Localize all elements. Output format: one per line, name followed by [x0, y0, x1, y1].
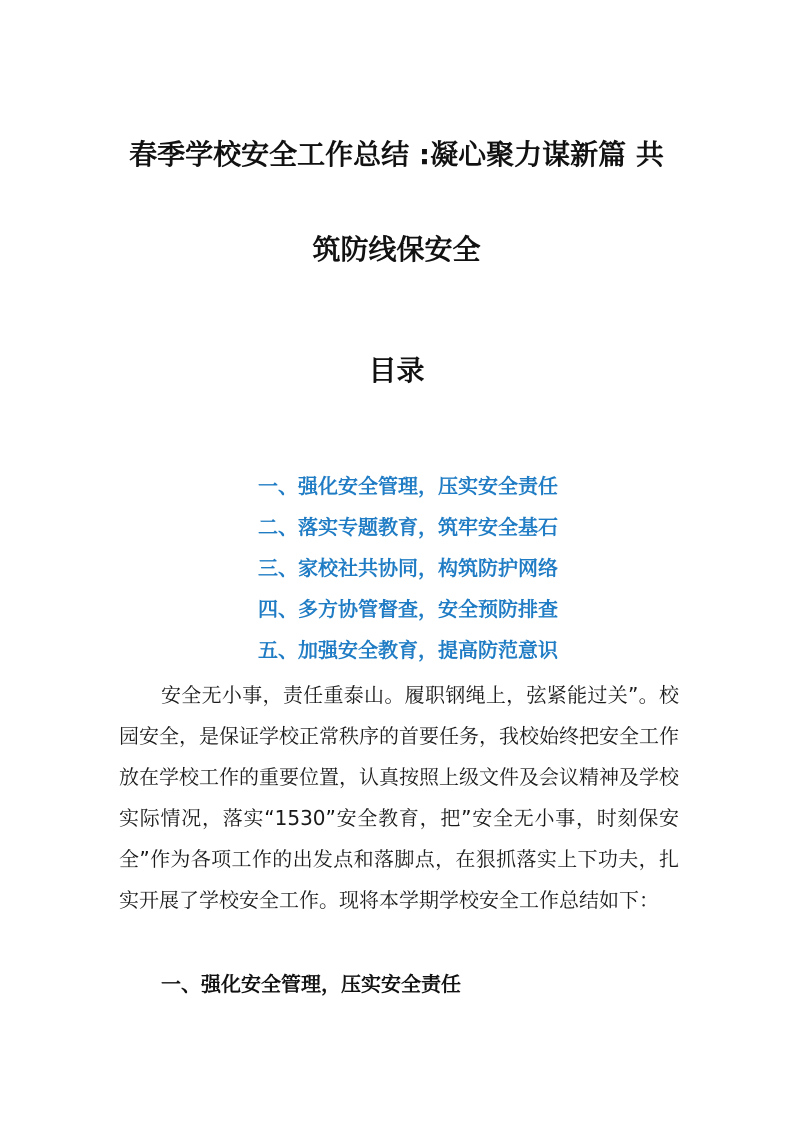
body-text	[119, 675, 679, 921]
document-title-line-1: 春季学校安全工作总结 :凝心聚力谋新篇 共	[129, 138, 664, 171]
toc-item-2[interactable]: 二、落实专题教育，筑牢安全基石	[258, 515, 558, 539]
toc-item-5[interactable]: 五、加强安全教育，提高防范意识	[258, 638, 558, 662]
intro-paragraph: 安全无小事，责任重泰山。履职钢绳上，弦紧能过关”。校园安全，是保证学校正常秩序的首要任务，我校始终把安全工作放在学校工作的重要位置，认真按照上级文件及会议精神及学校实际情况，落实“1530”安全教育，把”安全无小事，时刻保安全”作为各项工作的出发点和落脚点，在狠抓落实上下功夫，扎实开展了学校安全工作。现将本学期学校安全工作总结如下：	[119, 683, 679, 912]
toc-item-4[interactable]: 四、多方协管督查，安全预防排查	[258, 597, 558, 621]
toc-item-3[interactable]: 三、家校社共协同，构筑防护网络	[258, 556, 558, 580]
toc-item-1[interactable]: 一、强化安全管理，压实安全责任	[258, 474, 558, 498]
document-title-line-2: 筑防线保安全	[312, 233, 481, 266]
section-1-heading: 一、强化安全管理，压实安全责任	[161, 972, 461, 996]
table-of-contents	[258, 471, 598, 676]
toc-heading: 目录	[368, 354, 425, 387]
